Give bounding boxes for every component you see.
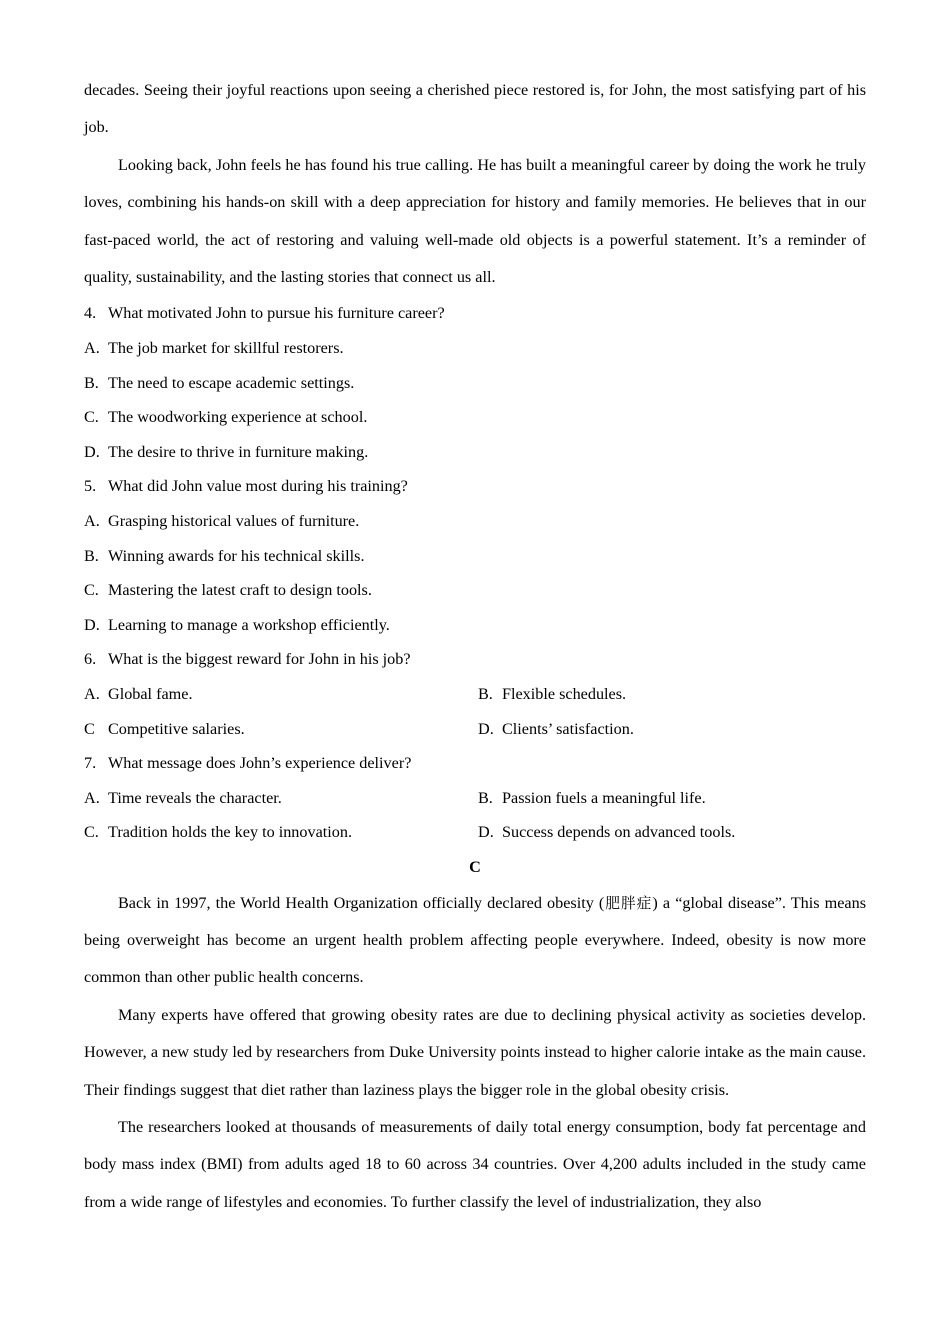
- option-text: The need to escape academic settings.: [108, 373, 355, 392]
- option-text: The job market for skillful restorers.: [108, 339, 344, 358]
- option-label: D.: [84, 442, 100, 461]
- option-label: B.: [478, 684, 493, 703]
- section-c-paragraph-1: [84, 885, 866, 997]
- question-4-option-c[interactable]: [84, 400, 866, 435]
- option-label: C: [84, 719, 95, 738]
- question-6-option-c[interactable]: [84, 712, 245, 747]
- question-6-option-row-1: [84, 677, 866, 712]
- question-7-option-d[interactable]: [478, 815, 735, 850]
- option-label: A.: [84, 512, 100, 530]
- question-5-number: 5.: [84, 477, 97, 496]
- question-7-number: 7.: [84, 754, 97, 773]
- option-text: Mastering the latest craft to design tools.: [108, 581, 372, 600]
- option-label: B.: [84, 373, 99, 392]
- option-label: D.: [84, 615, 100, 634]
- question-5-option-c[interactable]: [84, 573, 866, 608]
- option-label: A.: [84, 339, 100, 358]
- question-4-text: What motivated John to pursue his furniture career?: [108, 304, 445, 323]
- question-6-option-b[interactable]: [478, 677, 626, 712]
- option-text: Clients’ satisfaction.: [502, 719, 634, 738]
- option-text: Flexible schedules.: [502, 684, 627, 703]
- question-7-option-a[interactable]: [84, 781, 282, 816]
- option-text: Winning awards for his technical skills.: [108, 546, 365, 565]
- question-5-option-b[interactable]: [84, 539, 866, 574]
- option-text: Grasping historical values of furniture.: [108, 512, 360, 530]
- option-text: The woodworking experience at school.: [108, 408, 368, 427]
- section-c-paragraph-1-part-1: Back in 1997, the World Health Organization officially declared obesity (: [118, 893, 605, 912]
- question-4-option-b[interactable]: [84, 366, 866, 401]
- section-c-paragraph-2: Many experts have offered that growing obesity rates are due to declining physical activity as societies develop. However, a new study led by researchers from Duke University points instead to higher calorie intake as the main cause. Their findings suggest that diet rather than laziness plays the bigger role in the global obesity crisis.: [84, 1005, 866, 1099]
- option-text: Tradition holds the key to innovation.: [108, 823, 353, 842]
- paragraph-continuation: decades. Seeing their joyful reactions upon seeing a cherished piece restored is, for John, the most satisfying part of his job.: [84, 81, 866, 137]
- question-4-stem: [84, 296, 866, 331]
- question-7-option-b[interactable]: [478, 781, 706, 816]
- question-5-option-d[interactable]: [84, 608, 866, 643]
- option-label: B.: [84, 546, 99, 565]
- section-heading-c: C: [469, 857, 481, 876]
- question-6-option-a[interactable]: [84, 677, 193, 712]
- question-6-option-d[interactable]: [478, 712, 634, 747]
- question-4-option-a[interactable]: [84, 331, 866, 366]
- option-label: C.: [84, 823, 99, 842]
- option-text: Passion fuels a meaningful life.: [502, 788, 706, 807]
- question-5-stem: [84, 469, 866, 504]
- question-5-option-a[interactable]: [84, 504, 866, 539]
- question-6-option-row-2: [84, 712, 866, 747]
- question-6-text: What is the biggest reward for John in his job?: [108, 650, 411, 669]
- option-label: A.: [84, 684, 100, 703]
- option-text: Time reveals the character.: [108, 788, 282, 807]
- option-text: Global fame.: [108, 684, 193, 703]
- question-7-stem: [84, 746, 866, 781]
- option-text: The desire to thrive in furniture making.: [108, 442, 369, 461]
- question-5-text: What did John value most during his training?: [108, 477, 408, 496]
- question-6-stem: [84, 642, 866, 677]
- option-label: D.: [478, 823, 494, 842]
- option-label: C.: [84, 581, 99, 600]
- section-c-paragraph-3: The researchers looked at thousands of measurements of daily total energy consumption, body fat percentage and body mass index (BMI) from adults aged 18 to 60 across 34 countries. Over 4,200 adults included in the study came from a wide range of lifestyles and economies. To further classify the level of industrialization, they also: [84, 1117, 866, 1211]
- option-label: C.: [84, 408, 99, 427]
- option-text: Success depends on advanced tools.: [502, 823, 736, 842]
- question-7-option-c[interactable]: [84, 815, 352, 850]
- chinese-gloss-obesity: 肥胖症: [604, 894, 653, 912]
- option-label: D.: [478, 719, 494, 738]
- page-content: [84, 72, 866, 1221]
- question-4-option-d[interactable]: [84, 435, 866, 470]
- option-text: Competitive salaries.: [108, 719, 245, 738]
- option-label: A.: [84, 788, 100, 807]
- question-7-option-row-1: [84, 781, 866, 816]
- question-7-option-row-2: [84, 815, 866, 850]
- paragraph-looking-back: Looking back, John feels he has found his true calling. He has built a meaningful career by doing the work he truly loves, combining his hands-on skill with a deep appreciation for history and family memories. He believes that in our fast-paced world, the act of restoring and valuing well-made old objects is a powerful statement. It’s a reminder of quality, sustainability, and the lasting stories that connect us all.: [84, 155, 866, 287]
- section-c-paragraph-1-part-2: ) a “global disease”. This means being overweight has become an urgent health problem affecting people everywhere. Indeed, obesity is now more common than other public health concerns.: [84, 893, 866, 987]
- question-6-number: 6.: [84, 650, 97, 669]
- option-label: B.: [478, 788, 493, 807]
- question-7-text: What message does John’s experience deliver?: [108, 754, 412, 773]
- option-text: Learning to manage a workshop efficiently.: [108, 615, 390, 634]
- question-4-number: 4.: [84, 304, 97, 323]
